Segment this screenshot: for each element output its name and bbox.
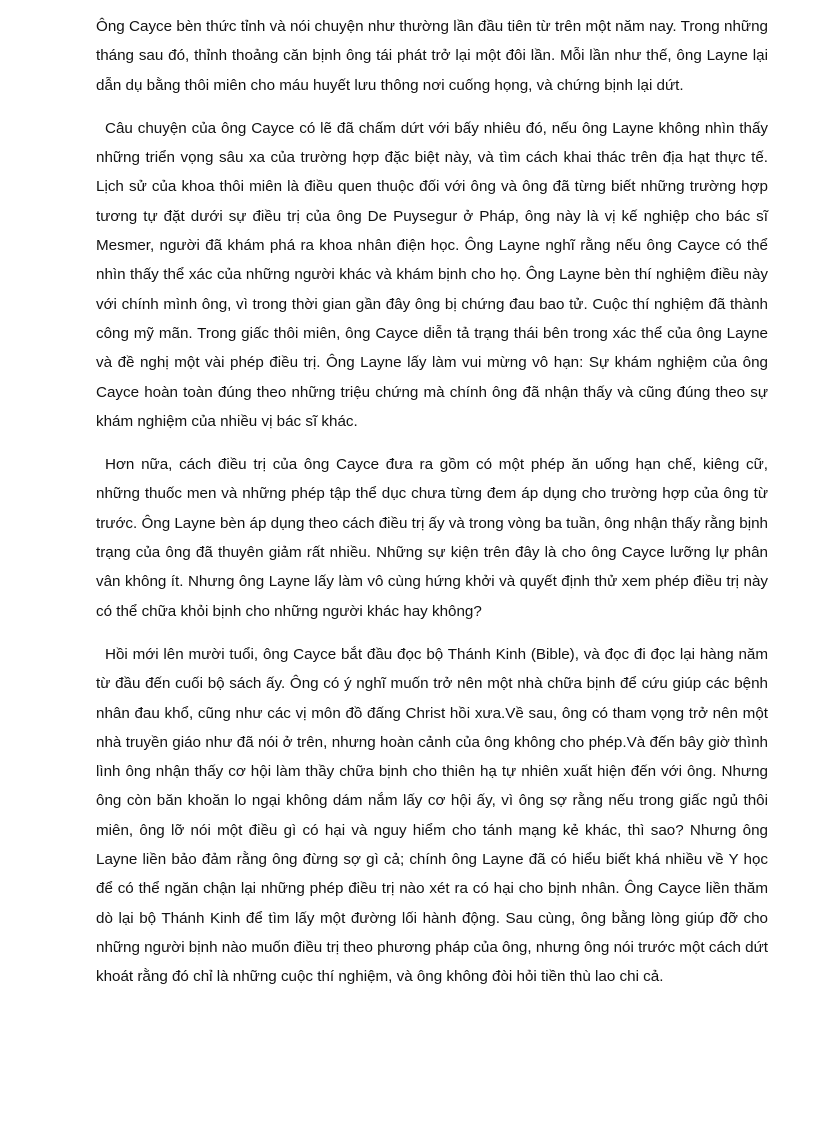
paragraph-1: Ông Cayce bèn thức tỉnh và nói chuyện như thường lần đầu tiên từ trên một năm nay. Trong những tháng sau đó, thỉnh thoảng căn bịnh ông tái phát trở lại một đôi lần. Mỗi lần như thế, ông Layne lại dẫn dụ bằng thôi miên cho máu huyết lưu thông nơi cuống họng, và chứng bịnh lại dứt. [96,18,768,94]
document-page [96,12,768,1006]
paragraph-2: Câu chuyện của ông Cayce có lẽ đã chấm dứt với bấy nhiêu đó, nếu ông Layne không nhìn thấy những triển vọng sâu xa của trường hợp đặc biệt này, và tìm cách khai thác trên địa hạt thực tế. Lịch sử của khoa thôi miên là điều quen thuộc đối với ông và ông đã từng biết những trường hợp tương tự đặt dưới sự điều trị của ông De Puysegur ở Pháp, ông này là vị kế nghiệp cho bác sĩ Mesmer, người đã khám phá ra khoa nhân điện học. Ông Layne nghĩ rằng nếu ông Cayce có thể nhìn thấy thể xác của những người khác và khám bịnh cho họ. Ông Layne bèn thí nghiệm điều này với chính mình ông, vì trong thời gian gần đây ông bị chứng đau bao tử. Cuộc thí nghiệm đã thành công mỹ mãn. Trong giấc thôi miên, ông Cayce diễn tả trạng thái bên trong xác thể của ông Layne và đề nghị một vài phép điều trị. Ông Layne lấy làm vui mừng vô hạn: Sự khám nghiệm của ông Cayce hoàn toàn đúng theo những triệu chứng mà chính ông đã nhận thấy và cũng đúng theo sự khám nghiệm của nhiều vị bác sĩ khác. [96,119,768,430]
paragraph-3: Hơn nữa, cách điều trị của ông Cayce đưa ra gồm có một phép ăn uống hạn chế, kiêng cữ, những thuốc men và những phép tập thể dục chưa từng đem áp dụng cho trường hợp của ông từ trước. Ông Layne bèn áp dụng theo cách điều trị ấy và trong vòng ba tuần, ông nhận thấy rằng bịnh trạng của ông đã thuyên giảm rất nhiều. Những sự kiện trên đây là cho ông Cayce lưỡng lự phân vân không ít. Nhưng ông Layne lấy làm vô cùng hứng khởi và quyết định thử xem phép điều trị này có thể chữa khỏi bịnh cho những người khác hay không? [96,456,768,620]
paragraph-4: Hồi mới lên mười tuổi, ông Cayce bắt đầu đọc bộ Thánh Kinh (Bible), và đọc đi đọc lại hàng năm từ đầu đến cuối bộ sách ấy. Ông có ý nghĩ muốn trở nên một nhà chữa bịnh để cứu giúp các bệnh nhân đau khổ, cũng như các vị môn đồ đấng Christ hồi xưa.Về sau, ông có tham vọng trở nên một nhà truyền giáo như đã nói ở trên, nhưng hoàn cảnh của ông không cho phép.Và đến bây giờ thình lình ông nhận thấy cơ hội làm thầy chữa bịnh cho thiên hạ tự nhiên xuất hiện đến với ông. Nhưng ông còn băn khoăn lo ngại không dám nắm lấy cơ hội ấy, vì ông sợ rằng nếu trong giấc ngủ thôi miên, ông lỡ nói một điều gì có hại và nguy hiểm cho tánh mạng kẻ khác, thì sao? Nhưng ông Layne liền bảo đảm rằng ông đừng sợ gì cả; chính ông Layne đã có hiểu biết khá nhiều về Y học để có thể ngăn chận lại những phép điều trị nào xét ra có hại cho bịnh nhân. Ông Cayce liền thăm dò lại bộ Thánh Kinh để tìm lấy một đường lối hành động. Sau cùng, ông bằng lòng giúp đỡ cho những người bịnh nào muốn điều trị theo phương pháp của ông, nhưng ông nói trước một cách dứt khoát rằng đó chỉ là những cuộc thí nghiệm, và ông không đòi hỏi tiền thù lao chi cả. [96,645,768,986]
